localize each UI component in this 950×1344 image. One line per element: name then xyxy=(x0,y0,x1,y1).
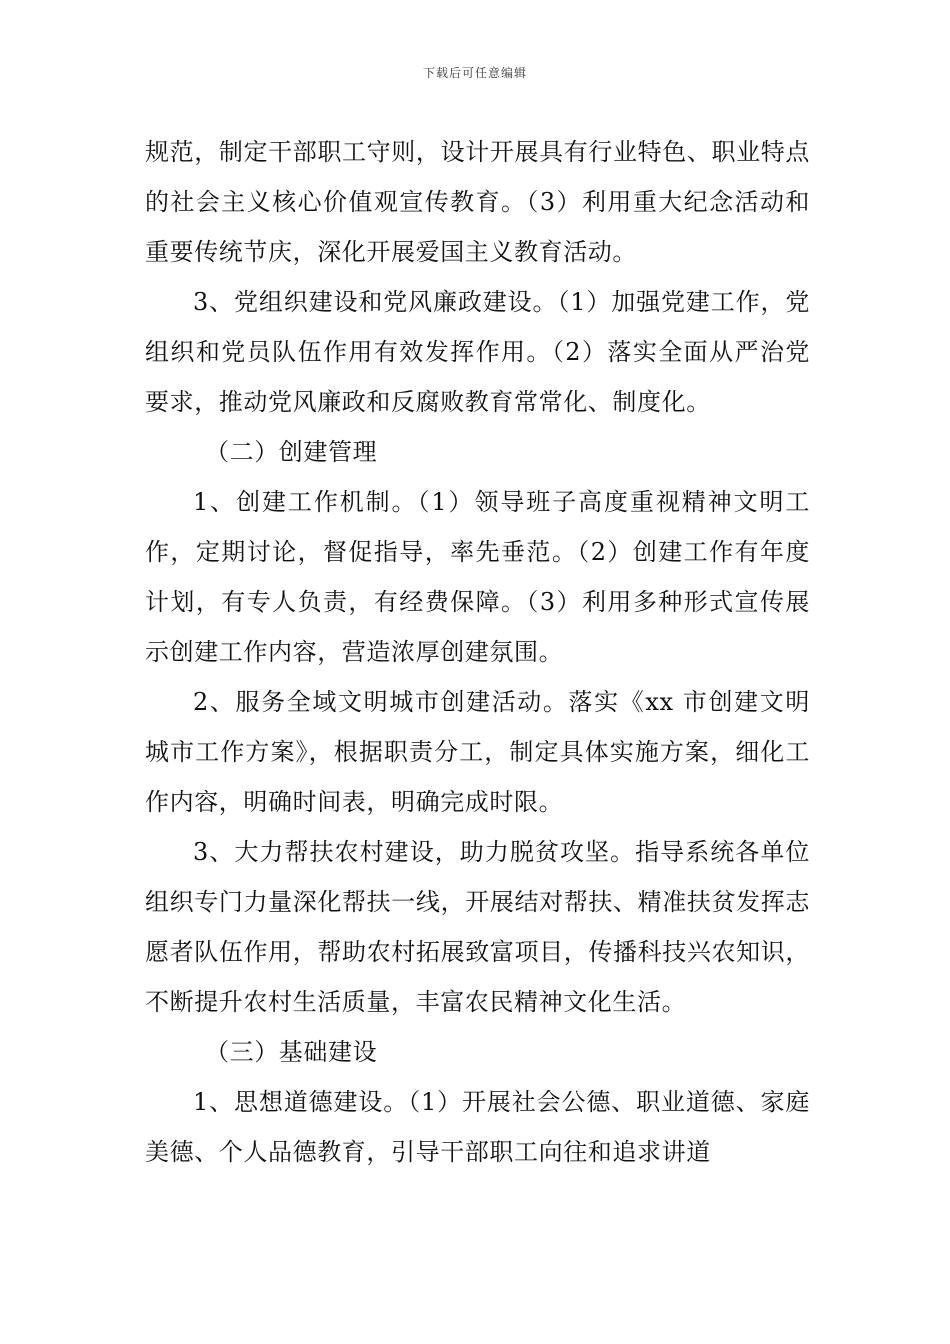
paragraph-party-building: 3、党组织建设和党风廉政建设。（1）加强党建工作，党组织和党员队伍作用有效发挥作用。（2）落实全面从严治党要求，推动党风廉政和反腐败教育常常化、制度化。 xyxy=(145,288,810,416)
document-body xyxy=(145,127,810,1177)
paragraph-rural-support: 3、大力帮扶农村建设，助力脱贫攻坚。指导系统各单位组织专门力量深化帮扶一线，开展结对帮扶、精准扶贫发挥志愿者队伍作用，帮助农村拓展致富项目，传播科技兴农知识，不断提升农村生活质量，丰富农民精神文化生活。 xyxy=(145,838,810,1016)
paragraph-moral-construction: 1、思想道德建设。（1）开展社会公德、职业道德、家庭美德、个人品德教育，引导干部职工向往和追求讲道 xyxy=(145,1088,810,1166)
section-heading-creation-management: （二）创建管理 xyxy=(205,438,378,466)
paragraph-work-mechanism: 1、创建工作机制。（1）领导班子高度重视精神文明工作，定期讨论，督促指导，率先垂范。（2）创建工作有年度计划，有专人负责，有经费保障。（3）利用多种形式宣传展示创建工作内容，营造浓厚创建氛围。 xyxy=(145,488,810,666)
page-header: 下载后可任意编辑 xyxy=(422,66,527,80)
paragraph-civilized-city: 2、服务全域文明城市创建活动。落实《xx 市创建文明城市工作方案》，根据职责分工，制定具体实施方案，细化工作内容，明确时间表，明确完成时限。 xyxy=(145,688,810,816)
paragraph-continuation: 规范，制定干部职工守则，设计开展具有行业特色、职业特点的社会主义核心价值观宣传教育。（3）利用重大纪念活动和重要传统节庆，深化开展爱国主义教育活动。 xyxy=(145,138,810,266)
section-heading-infrastructure: （三）基础建设 xyxy=(205,1038,378,1066)
